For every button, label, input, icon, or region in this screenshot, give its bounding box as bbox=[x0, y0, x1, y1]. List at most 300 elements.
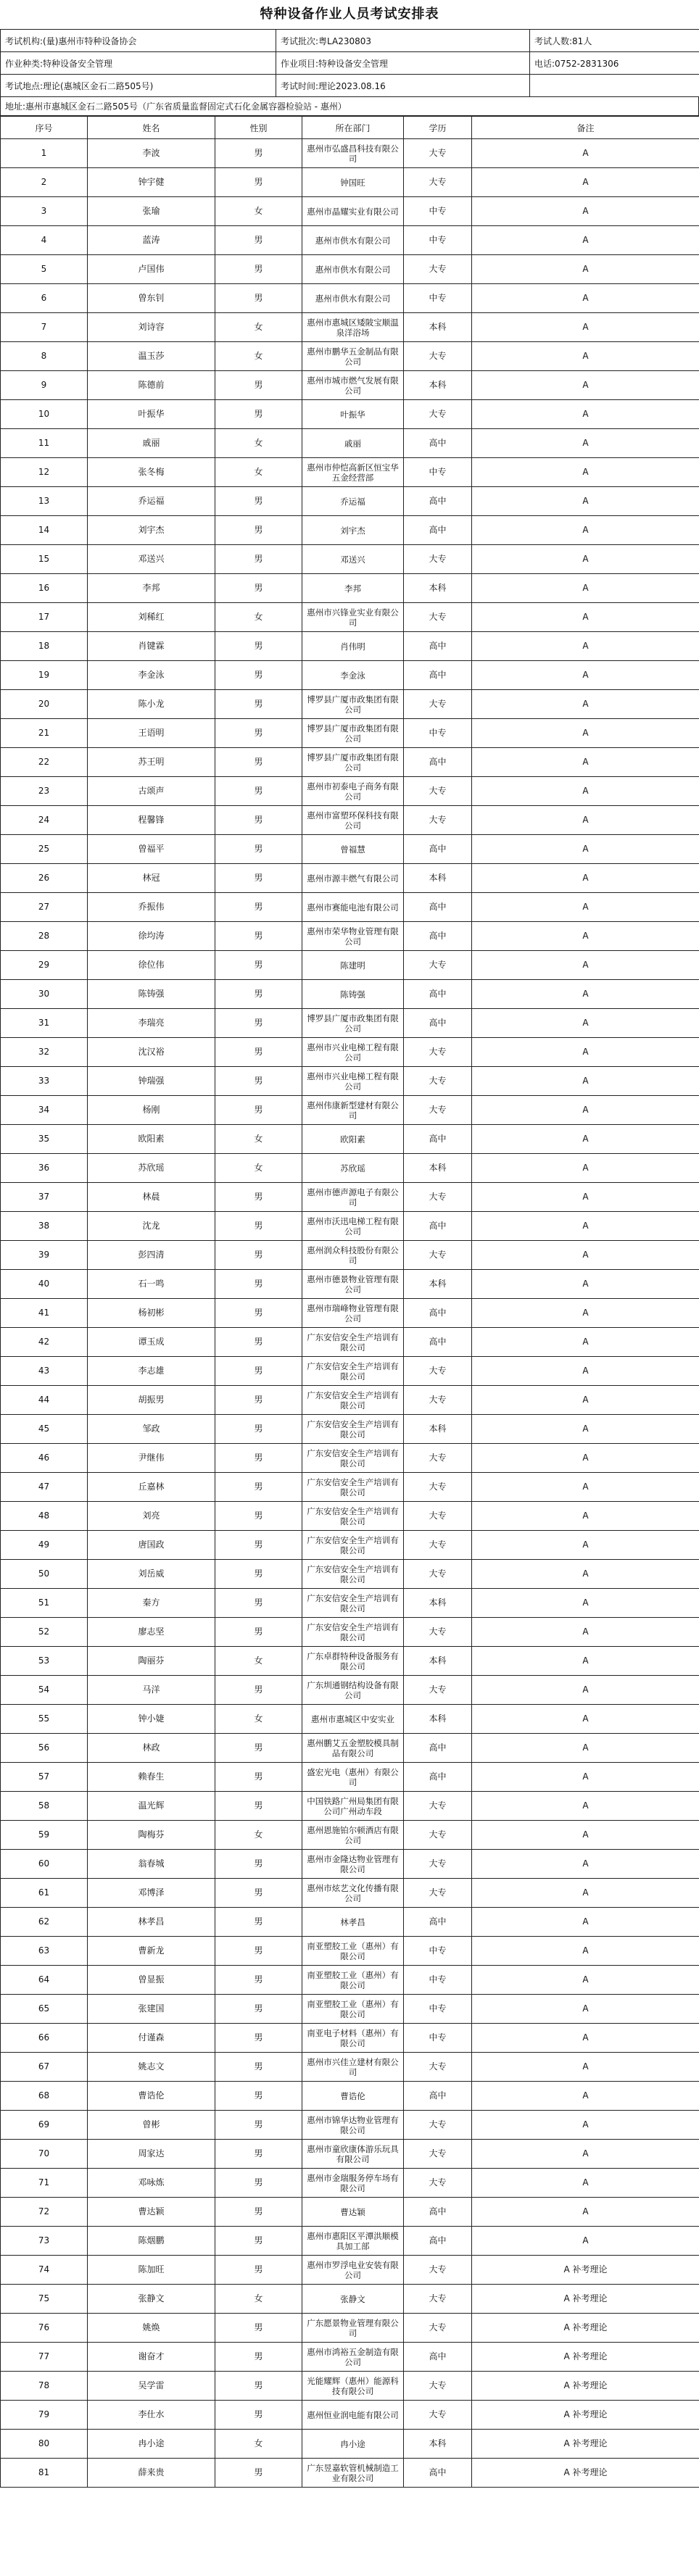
row-name: 李波 bbox=[88, 139, 215, 168]
row-department: 惠州市供水有限公司 bbox=[302, 255, 404, 284]
row-education: 大专 bbox=[404, 806, 472, 835]
row-education: 大专 bbox=[404, 1879, 472, 1908]
row-department: 惠州市惠城区矮陂宝顺温泉洋浴场 bbox=[302, 313, 404, 342]
table-row bbox=[1, 1328, 699, 1357]
row-name: 邓咏炼 bbox=[88, 2169, 215, 2198]
table-row bbox=[1, 2053, 699, 2082]
row-remarks: A bbox=[472, 1473, 699, 1502]
row-department: 欧阳素 bbox=[302, 1125, 404, 1154]
row-gender: 男 bbox=[215, 1531, 302, 1560]
row-department: 惠州市鹏华五金制品有限公司 bbox=[302, 342, 404, 371]
row-department: 惠州润众科技股份有限公司 bbox=[302, 1241, 404, 1270]
row-index: 11 bbox=[1, 429, 88, 458]
row-index: 78 bbox=[1, 2372, 88, 2401]
row-gender: 女 bbox=[215, 1705, 302, 1734]
table-row bbox=[1, 1763, 699, 1792]
row-department: 惠州市弘盛昌科技有限公司 bbox=[302, 139, 404, 168]
row-department: 惠州市德声源电子有限公司 bbox=[302, 1183, 404, 1212]
row-education: 本科 bbox=[404, 313, 472, 342]
row-remarks: A bbox=[472, 1183, 699, 1212]
row-name: 蓝涛 bbox=[88, 226, 215, 255]
table-row bbox=[1, 1966, 699, 1995]
table-row bbox=[1, 1473, 699, 1502]
row-name: 谭玉成 bbox=[88, 1328, 215, 1357]
row-gender: 男 bbox=[215, 2314, 302, 2343]
row-gender: 男 bbox=[215, 139, 302, 168]
row-gender: 男 bbox=[215, 1415, 302, 1444]
row-index: 17 bbox=[1, 603, 88, 632]
row-gender: 男 bbox=[215, 516, 302, 545]
row-gender: 男 bbox=[215, 2024, 302, 2053]
row-remarks: A bbox=[472, 2227, 699, 2256]
row-index: 30 bbox=[1, 980, 88, 1009]
row-remarks: A bbox=[472, 168, 699, 197]
row-gender: 男 bbox=[215, 1009, 302, 1038]
row-education: 本科 bbox=[404, 1154, 472, 1183]
row-department: 惠州市兴业电梯工程有限公司 bbox=[302, 1067, 404, 1096]
row-gender: 男 bbox=[215, 1328, 302, 1357]
row-department: 惠州市锦华达物业管理有限公司 bbox=[302, 2111, 404, 2140]
row-remarks: A bbox=[472, 748, 699, 777]
row-gender: 男 bbox=[215, 1792, 302, 1821]
row-remarks: A bbox=[472, 1212, 699, 1241]
row-index: 54 bbox=[1, 1676, 88, 1705]
row-index: 33 bbox=[1, 1067, 88, 1096]
row-gender: 男 bbox=[215, 632, 302, 661]
row-department: 广东安信安全生产培训有限公司 bbox=[302, 1589, 404, 1618]
row-education: 大专 bbox=[404, 1792, 472, 1821]
row-name: 张冬梅 bbox=[88, 458, 215, 487]
row-remarks: A bbox=[472, 429, 699, 458]
row-gender: 男 bbox=[215, 1270, 302, 1299]
row-department: 南亚塑胶工业（惠州）有限公司 bbox=[302, 1995, 404, 2024]
row-gender: 男 bbox=[215, 2343, 302, 2372]
row-department: 刘宇杰 bbox=[302, 516, 404, 545]
row-department: 惠州市供水有限公司 bbox=[302, 226, 404, 255]
row-remarks: A bbox=[472, 371, 699, 400]
row-index: 76 bbox=[1, 2314, 88, 2343]
row-education: 高中 bbox=[404, 748, 472, 777]
row-name: 陈德前 bbox=[88, 371, 215, 400]
row-index: 68 bbox=[1, 2082, 88, 2111]
row-education: 高中 bbox=[404, 980, 472, 1009]
table-row bbox=[1, 2082, 699, 2111]
row-index: 4 bbox=[1, 226, 88, 255]
row-index: 74 bbox=[1, 2256, 88, 2285]
table-row bbox=[1, 719, 699, 748]
row-name: 陈铸强 bbox=[88, 980, 215, 1009]
table-row bbox=[1, 1270, 699, 1299]
exam-info-table bbox=[0, 29, 699, 97]
row-name: 李仕水 bbox=[88, 2401, 215, 2430]
row-education: 大专 bbox=[404, 2314, 472, 2343]
row-education: 中专 bbox=[404, 1995, 472, 2024]
row-department: 惠州市瑞峰物业管理有限公司 bbox=[302, 1299, 404, 1328]
row-remarks: A 补考理论 bbox=[472, 2372, 699, 2401]
row-name: 谢奋才 bbox=[88, 2343, 215, 2372]
row-education: 本科 bbox=[404, 1589, 472, 1618]
row-name: 徐均涛 bbox=[88, 922, 215, 951]
row-gender: 男 bbox=[215, 1183, 302, 1212]
row-department: 南亚塑胶工业（惠州）有限公司 bbox=[302, 1966, 404, 1995]
row-index: 15 bbox=[1, 545, 88, 574]
table-row bbox=[1, 2169, 699, 2198]
row-department: 惠州市兴业电梯工程有限公司 bbox=[302, 1038, 404, 1067]
row-gender: 女 bbox=[215, 313, 302, 342]
row-education: 大专 bbox=[404, 1357, 472, 1386]
row-department: 博罗县广厦市政集团有限公司 bbox=[302, 748, 404, 777]
table-row bbox=[1, 1125, 699, 1154]
row-gender: 女 bbox=[215, 1125, 302, 1154]
row-education: 高中 bbox=[404, 661, 472, 690]
table-row bbox=[1, 342, 699, 371]
row-remarks: A bbox=[472, 1386, 699, 1415]
row-gender: 女 bbox=[215, 1154, 302, 1183]
row-remarks: A bbox=[472, 487, 699, 516]
row-department: 惠州市兴锋业实业有限公司 bbox=[302, 603, 404, 632]
row-index: 49 bbox=[1, 1531, 88, 1560]
row-remarks: A bbox=[472, 1531, 699, 1560]
row-gender: 女 bbox=[215, 603, 302, 632]
row-name: 杨初彬 bbox=[88, 1299, 215, 1328]
table-row bbox=[1, 690, 699, 719]
row-education: 中专 bbox=[404, 1937, 472, 1966]
row-department: 惠州市源丰燃气有限公司 bbox=[302, 864, 404, 893]
row-gender: 男 bbox=[215, 748, 302, 777]
row-department: 南亚塑胶工业（惠州）有限公司 bbox=[302, 1937, 404, 1966]
row-gender: 男 bbox=[215, 226, 302, 255]
row-department: 中国铁路广州局集团有限公司广州动车段 bbox=[302, 1792, 404, 1821]
row-education: 大专 bbox=[404, 1676, 472, 1705]
row-gender: 男 bbox=[215, 2140, 302, 2169]
row-name: 吴学雷 bbox=[88, 2372, 215, 2401]
row-education: 高中 bbox=[404, 429, 472, 458]
table-row bbox=[1, 284, 699, 313]
row-remarks: A bbox=[472, 1676, 699, 1705]
row-name: 陈加旺 bbox=[88, 2256, 215, 2285]
row-gender: 男 bbox=[215, 1589, 302, 1618]
row-education: 大专 bbox=[404, 139, 472, 168]
table-row bbox=[1, 2285, 699, 2314]
row-department: 惠州市初泰电子商务有限公司 bbox=[302, 777, 404, 806]
row-education: 本科 bbox=[404, 864, 472, 893]
row-education: 大专 bbox=[404, 2169, 472, 2198]
row-remarks: A bbox=[472, 1705, 699, 1734]
table-row bbox=[1, 2111, 699, 2140]
row-remarks: A bbox=[472, 893, 699, 922]
row-department: 张静文 bbox=[302, 2285, 404, 2314]
table-row bbox=[1, 487, 699, 516]
contact-phone: 电话:0752-2831306 bbox=[530, 52, 699, 75]
row-department: 戚丽 bbox=[302, 429, 404, 458]
row-department: 博罗县广厦市政集团有限公司 bbox=[302, 690, 404, 719]
table-row bbox=[1, 1531, 699, 1560]
row-index: 32 bbox=[1, 1038, 88, 1067]
row-remarks: A bbox=[472, 661, 699, 690]
row-name: 陈小龙 bbox=[88, 690, 215, 719]
row-name: 曾福平 bbox=[88, 835, 215, 864]
col-header-department: 所在部门 bbox=[302, 117, 404, 139]
table-row bbox=[1, 1415, 699, 1444]
table-row bbox=[1, 400, 699, 429]
row-index: 31 bbox=[1, 1009, 88, 1038]
row-gender: 男 bbox=[215, 980, 302, 1009]
row-education: 中专 bbox=[404, 458, 472, 487]
row-education: 大专 bbox=[404, 2372, 472, 2401]
row-education: 本科 bbox=[404, 574, 472, 603]
row-name: 曾东钊 bbox=[88, 284, 215, 313]
row-department: 惠州市晶耀实业有限公司 bbox=[302, 197, 404, 226]
row-index: 12 bbox=[1, 458, 88, 487]
row-name: 沈汉裕 bbox=[88, 1038, 215, 1067]
row-name: 李志雄 bbox=[88, 1357, 215, 1386]
row-gender: 男 bbox=[215, 1386, 302, 1415]
row-remarks: A bbox=[472, 1502, 699, 1531]
row-department: 广东安信安全生产培训有限公司 bbox=[302, 1357, 404, 1386]
row-name: 冉小途 bbox=[88, 2430, 215, 2459]
table-row bbox=[1, 1647, 699, 1676]
row-education: 高中 bbox=[404, 2227, 472, 2256]
row-gender: 男 bbox=[215, 1444, 302, 1473]
row-index: 66 bbox=[1, 2024, 88, 2053]
table-row bbox=[1, 2430, 699, 2459]
row-gender: 男 bbox=[215, 1241, 302, 1270]
table-row bbox=[1, 922, 699, 951]
row-department: 惠州恒业润电能有限公司 bbox=[302, 2401, 404, 2430]
row-name: 翁春城 bbox=[88, 1850, 215, 1879]
table-row bbox=[1, 1444, 699, 1473]
row-index: 42 bbox=[1, 1328, 88, 1357]
row-name: 邓博泽 bbox=[88, 1879, 215, 1908]
row-education: 大专 bbox=[404, 2111, 472, 2140]
row-name: 苏欣瑶 bbox=[88, 1154, 215, 1183]
row-name: 钟宇健 bbox=[88, 168, 215, 197]
row-remarks: A bbox=[472, 632, 699, 661]
row-remarks: A bbox=[472, 1937, 699, 1966]
row-department: 惠州市赛能电池有限公司 bbox=[302, 893, 404, 922]
row-remarks: A bbox=[472, 284, 699, 313]
row-education: 高中 bbox=[404, 1212, 472, 1241]
row-remarks: A bbox=[472, 2024, 699, 2053]
row-department: 惠州市鸿裕五金制造有限公司 bbox=[302, 2343, 404, 2372]
row-gender: 女 bbox=[215, 197, 302, 226]
table-row bbox=[1, 1009, 699, 1038]
row-name: 周家达 bbox=[88, 2140, 215, 2169]
table-row bbox=[1, 1589, 699, 1618]
candidate-table bbox=[0, 116, 699, 2488]
col-header-name: 姓名 bbox=[88, 117, 215, 139]
row-index: 57 bbox=[1, 1763, 88, 1792]
row-remarks: A bbox=[472, 1096, 699, 1125]
row-name: 邹政 bbox=[88, 1415, 215, 1444]
row-gender: 男 bbox=[215, 864, 302, 893]
table-row bbox=[1, 777, 699, 806]
table-row bbox=[1, 139, 699, 168]
row-remarks: A 补考理论 bbox=[472, 2459, 699, 2488]
row-department: 惠州市沃迅电梯工程有限公司 bbox=[302, 1212, 404, 1241]
row-name: 林政 bbox=[88, 1734, 215, 1763]
exam-agency: 考试机构:(量)惠州市特种设备协会 bbox=[1, 30, 276, 52]
row-name: 卢国伟 bbox=[88, 255, 215, 284]
row-education: 大专 bbox=[404, 545, 472, 574]
row-name: 姚焕 bbox=[88, 2314, 215, 2343]
row-name: 徐位伟 bbox=[88, 951, 215, 980]
row-name: 唐国政 bbox=[88, 1531, 215, 1560]
table-row bbox=[1, 2227, 699, 2256]
row-index: 34 bbox=[1, 1096, 88, 1125]
row-index: 25 bbox=[1, 835, 88, 864]
row-department: 广东安信安全生产培训有限公司 bbox=[302, 1560, 404, 1589]
row-name: 赖春生 bbox=[88, 1763, 215, 1792]
row-gender: 男 bbox=[215, 2053, 302, 2082]
row-remarks: A bbox=[472, 197, 699, 226]
row-remarks: A bbox=[472, 400, 699, 429]
row-education: 高中 bbox=[404, 1125, 472, 1154]
table-row bbox=[1, 864, 699, 893]
row-education: 本科 bbox=[404, 1647, 472, 1676]
row-index: 52 bbox=[1, 1618, 88, 1647]
table-row bbox=[1, 371, 699, 400]
table-row bbox=[1, 2372, 699, 2401]
row-remarks: A bbox=[472, 777, 699, 806]
table-row bbox=[1, 1995, 699, 2024]
row-department: 惠州市荣华物业管理有限公司 bbox=[302, 922, 404, 951]
row-gender: 男 bbox=[215, 2401, 302, 2430]
row-index: 24 bbox=[1, 806, 88, 835]
row-index: 18 bbox=[1, 632, 88, 661]
row-gender: 男 bbox=[215, 2372, 302, 2401]
row-gender: 男 bbox=[215, 2082, 302, 2111]
row-department: 乔运福 bbox=[302, 487, 404, 516]
row-department: 惠州市富塑环保科技有限公司 bbox=[302, 806, 404, 835]
row-department: 肖伟明 bbox=[302, 632, 404, 661]
row-name: 戚丽 bbox=[88, 429, 215, 458]
row-index: 6 bbox=[1, 284, 88, 313]
row-index: 51 bbox=[1, 1589, 88, 1618]
row-gender: 男 bbox=[215, 777, 302, 806]
row-remarks: A bbox=[472, 1966, 699, 1995]
table-row bbox=[1, 1096, 699, 1125]
row-gender: 男 bbox=[215, 1096, 302, 1125]
row-gender: 男 bbox=[215, 284, 302, 313]
exam-time: 考试时间:理论2023.08.16 bbox=[276, 75, 530, 97]
row-education: 大专 bbox=[404, 2140, 472, 2169]
row-index: 44 bbox=[1, 1386, 88, 1415]
row-education: 大专 bbox=[404, 1618, 472, 1647]
row-gender: 男 bbox=[215, 893, 302, 922]
row-remarks: A bbox=[472, 458, 699, 487]
row-gender: 女 bbox=[215, 342, 302, 371]
row-remarks: A bbox=[472, 1009, 699, 1038]
table-row bbox=[1, 516, 699, 545]
row-education: 高中 bbox=[404, 516, 472, 545]
row-gender: 女 bbox=[215, 2430, 302, 2459]
row-education: 高中 bbox=[404, 893, 472, 922]
row-education: 大专 bbox=[404, 1096, 472, 1125]
row-education: 高中 bbox=[404, 487, 472, 516]
row-department: 惠州市罗浮电业安装有限公司 bbox=[302, 2256, 404, 2285]
row-remarks: A bbox=[472, 226, 699, 255]
table-row bbox=[1, 2024, 699, 2053]
row-department: 曹达颖 bbox=[302, 2198, 404, 2227]
row-gender: 男 bbox=[215, 255, 302, 284]
table-row bbox=[1, 1183, 699, 1212]
row-name: 张瑜 bbox=[88, 197, 215, 226]
row-remarks: A bbox=[472, 342, 699, 371]
row-department: 光能耀辉（惠州）能源科技有限公司 bbox=[302, 2372, 404, 2401]
row-department: 盛宏光电（惠州）有限公司 bbox=[302, 1763, 404, 1792]
row-education: 本科 bbox=[404, 1415, 472, 1444]
row-gender: 男 bbox=[215, 371, 302, 400]
table-row bbox=[1, 197, 699, 226]
row-department: 广东安信安全生产培训有限公司 bbox=[302, 1328, 404, 1357]
row-gender: 男 bbox=[215, 1676, 302, 1705]
row-remarks: A bbox=[472, 139, 699, 168]
row-gender: 男 bbox=[215, 661, 302, 690]
row-gender: 男 bbox=[215, 1502, 302, 1531]
row-gender: 男 bbox=[215, 2111, 302, 2140]
row-gender: 男 bbox=[215, 1067, 302, 1096]
row-index: 7 bbox=[1, 313, 88, 342]
row-index: 53 bbox=[1, 1647, 88, 1676]
row-index: 72 bbox=[1, 2198, 88, 2227]
row-gender: 女 bbox=[215, 2285, 302, 2314]
row-remarks: A bbox=[472, 1589, 699, 1618]
row-department: 惠州市金隆达物业管理有限公司 bbox=[302, 1850, 404, 1879]
row-name: 刘诗容 bbox=[88, 313, 215, 342]
row-department: 惠州伟康新型建材有限公司 bbox=[302, 1096, 404, 1125]
row-name: 温光辉 bbox=[88, 1792, 215, 1821]
row-education: 大专 bbox=[404, 2401, 472, 2430]
row-department: 广东安信安全生产培训有限公司 bbox=[302, 1386, 404, 1415]
row-index: 47 bbox=[1, 1473, 88, 1502]
row-name: 沈龙 bbox=[88, 1212, 215, 1241]
row-remarks: A bbox=[472, 922, 699, 951]
exam-batch: 考试批次:粤LA230803 bbox=[276, 30, 530, 52]
row-gender: 男 bbox=[215, 1763, 302, 1792]
row-department: 陈铸强 bbox=[302, 980, 404, 1009]
row-remarks: A bbox=[472, 1908, 699, 1937]
row-gender: 男 bbox=[215, 1908, 302, 1937]
row-remarks: A 补考理论 bbox=[472, 2314, 699, 2343]
row-name: 曹达颖 bbox=[88, 2198, 215, 2227]
row-remarks: A bbox=[472, 1067, 699, 1096]
table-row bbox=[1, 2459, 699, 2488]
row-name: 李金泳 bbox=[88, 661, 215, 690]
row-department: 南亚电子材料（惠州）有限公司 bbox=[302, 2024, 404, 2053]
row-name: 钟瑞强 bbox=[88, 1067, 215, 1096]
row-index: 70 bbox=[1, 2140, 88, 2169]
row-remarks: A bbox=[472, 1415, 699, 1444]
row-name: 乔振伟 bbox=[88, 893, 215, 922]
row-department: 陈建明 bbox=[302, 951, 404, 980]
table-row bbox=[1, 1386, 699, 1415]
table-row bbox=[1, 1038, 699, 1067]
row-index: 61 bbox=[1, 1879, 88, 1908]
row-gender: 男 bbox=[215, 1879, 302, 1908]
row-education: 大专 bbox=[404, 255, 472, 284]
row-department: 李金泳 bbox=[302, 661, 404, 690]
row-remarks: A bbox=[472, 980, 699, 1009]
row-education: 本科 bbox=[404, 1705, 472, 1734]
row-gender: 男 bbox=[215, 1850, 302, 1879]
row-remarks: A bbox=[472, 2169, 699, 2198]
row-gender: 女 bbox=[215, 1647, 302, 1676]
row-name: 尹继伟 bbox=[88, 1444, 215, 1473]
table-row bbox=[1, 1067, 699, 1096]
row-name: 曾彬 bbox=[88, 2111, 215, 2140]
row-index: 77 bbox=[1, 2343, 88, 2372]
